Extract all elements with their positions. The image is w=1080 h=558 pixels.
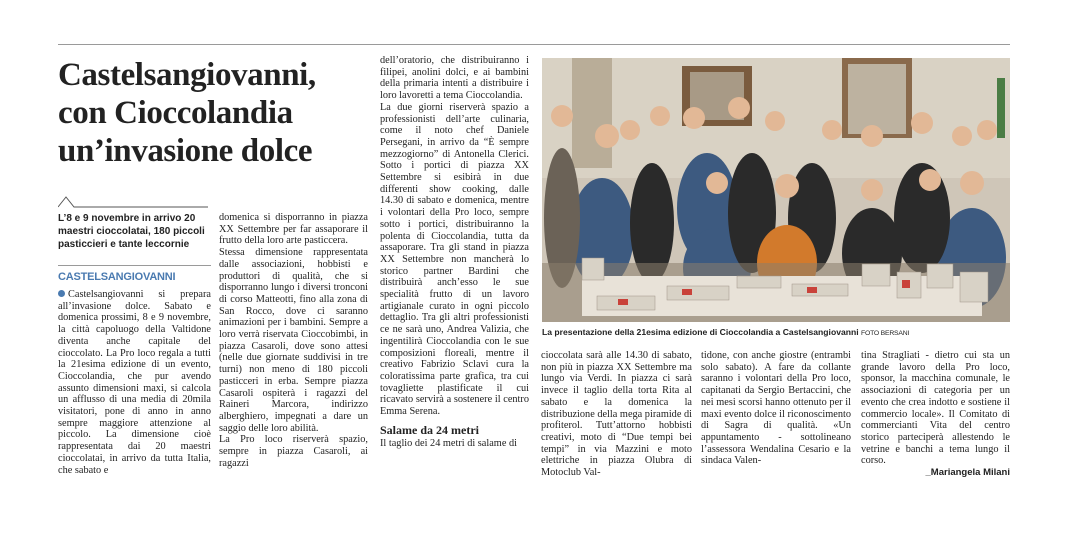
text-column-6: [861, 350, 1010, 480]
photo-illustration: [542, 58, 1010, 322]
top-rule: [58, 44, 1010, 45]
bullet-dot-icon: [58, 290, 65, 297]
subheading: Salame da 24 metri: [380, 422, 479, 437]
photo-credit: FOTO BERSANI: [861, 330, 910, 337]
column-4-text: cioccolata sarà alle 14.30 di sabato, non più in piazza XX Settembre ma lungo via Verdi. In piazza ci sarà invece il taglio della torta Rita al sabato e la domenica la distribuzione della mega piramide di profiterol. Tutt’attorno hobbisti creativi, moto di “Due tempi bei tempi” in via Mazzini e moto elettriche in piazza Olubra di Motoclub Val-: [541, 350, 692, 479]
column-2-paragraph-1: domenica si disporranno in piazza XX Settembre per far assaporare il frutto della loro arte pasticcera.: [219, 212, 368, 247]
kicker-location: CASTELSANGIOVANNI: [58, 271, 176, 283]
column-3-paragraph-3: Il taglio dei 24 metri di salame di: [380, 437, 517, 449]
column-2-paragraph-3: La Pro loco riserverà spazio, sempre in piazza Casaroli, ai ragazzi: [219, 434, 368, 469]
text-column-5: [701, 350, 851, 480]
text-column-4: [541, 350, 692, 480]
headline: Castelsangiovanni, con Cioccolandia un’invasione dolce: [58, 57, 316, 169]
column-1-text: Castelsangiovanni si prepara all’invasione dolce. Sabato e domenica prossimi, 8 e 9 novembre, la città capoluogo della Valtidone diventa anche capitale del cioccolato. La Pro loco regala a tutti la 21esima edizione di un evento, Cioccolandia, che pur avendo assunto dimensioni maxi, si calcola un afflusso di una media di 20mila visitatori, pone di anno in anno sempre maggiore attenzione al piccolo. La dimensione cioè rappresentata dai 20 maestri cioccolatai, in arrivo da tutta Italia, che sabato e: [58, 289, 211, 476]
photo-caption: [542, 327, 1010, 339]
press-photo: [542, 58, 1010, 322]
text-column-2: [219, 212, 368, 482]
column-3-paragraph-2: La due giorni riserverà spazio a professionisti dell’arte culinaria, come il noto chef Daniele Persegani, in arrivo da “È sempre mezzogiorno” di Antonella Clerici. Sotto i portici di piazza XX Settembre si esibirà in due differenti show cooking, dalle 14.30 di sabato e domenica, mentre i volontari della Pro loco, sempre sotto i portici, distribuiranno la polenta di Cioccolandia, tutta da assaporare. Tra gli stand in piazza XX Settembre non mancherà lo storico partner Bardini che distribuirà anch’esso le sue specialità frutto di un lavoro artigianale curato in ogni piccolo dettaglio. Tra gli altri professionisti ce ne sarà uno, Andrea Valizia, che ingentilirà Cioccolandia con le sue composizioni floreali, mentre il creativo Fabrizio Sclavi cura la coloratissima parte grafica, tra cui tovagliette plastificate il cui ricavato servirà a sostenere il centro Emma Serena.: [380, 101, 529, 418]
kicker-rule: [58, 265, 211, 266]
decorative-line: [58, 194, 208, 208]
column-6-text: tina Stragliati - dietro cui sta un grande lavoro della Pro loco, sponsor, la macchina comunale, le associazioni di categoria per un evento che crea indotto e sostiene il commercio locale». Il Comitato di commercianti Vita del centro storico parteciperà allestendo le vetrine e banchi a tema lungo il corso.: [861, 350, 1010, 467]
caption-text: La presentazione della 21esima edizione di Cioccolandia a Castelsangiovanni: [542, 327, 859, 337]
column-2-paragraph-2: Stessa dimensione rappresentata dalle associazioni, hobbisti e produttori di qualità, che si disporranno lungo i diversi tronconi di corso Matteotti, fino alla zona di San Rocco, dove ci saranno animazioni per i bambini. Sempre a loro verrà riservata Cioccobimbi, in piazza Casaroli, dove sono attesi (nelle due giornate suddivisi in tre turni) non meno di 180 piccoli pasticceri in erba. Sempre piazza Casaroli ospiterà i ragazzi del Raineri Marcora, indirizzo alberghiero, impegnati a dare un saggio delle loro abilità.: [219, 247, 368, 434]
text-column-1: [58, 289, 211, 479]
column-5-text: tidone, con anche giostre (entrambi solo sabato). A fare da collante saranno i volontari della Pro loco, capitanati da Sergio Bertaccini, che nei mesi scorsi hanno ottenuto per il maxi evento dolce il riconoscimento di Sagra di qualità. «Un appuntamento - sottolineano l’assessora Wendalina Cesario e la sindaca Valen-: [701, 350, 851, 467]
byline: _Mariangela Milani: [925, 467, 1010, 479]
article-summary: L’8 e 9 novembre in arrivo 20 maestri cioccolatai, 180 piccoli pasticcieri e tante leccornie: [58, 213, 205, 250]
text-column-3: [380, 55, 529, 480]
column-3-paragraph-1: dell’oratorio, che distribuiranno i filipei, anolini dolci, e ai bambini della primaria intenti a distribuire i loro lavoretti a tema Cioccolandia.: [380, 55, 529, 102]
